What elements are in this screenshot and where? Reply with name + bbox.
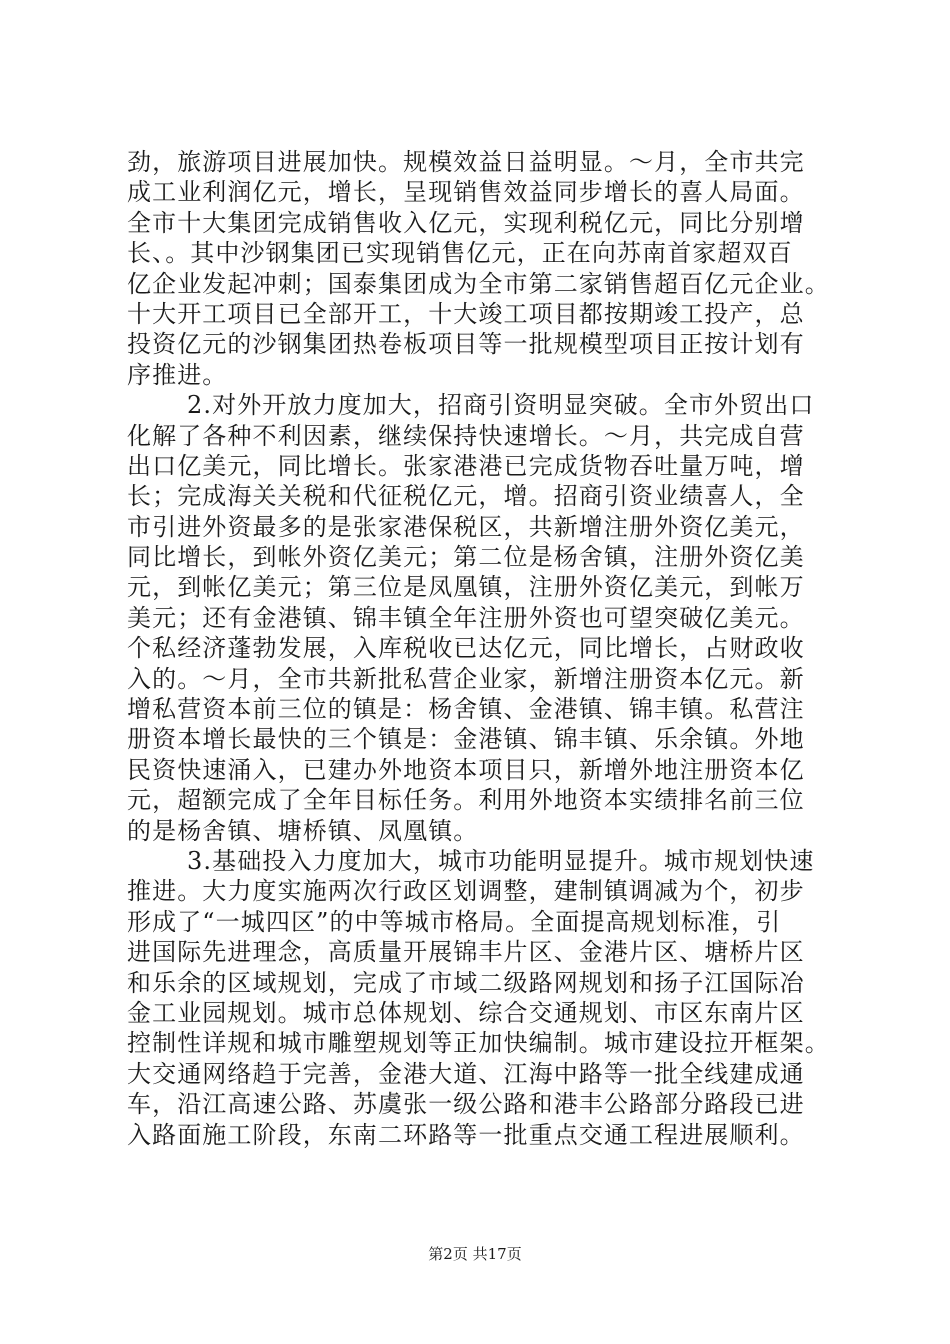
text-line: 的是杨舍镇、塘桥镇、凤凰镇。 bbox=[127, 816, 479, 845]
text-line: 长、。其中沙钢集团已实现销售亿元，正在向苏南首家超双百 bbox=[127, 239, 793, 268]
text-line: 同比增长，到帐外资亿美元；第二位是杨舍镇，注册外资亿美 bbox=[127, 543, 805, 572]
text-line: 十大开工项目已全部开工，十大竣工项目都按期竣工投产，总 bbox=[127, 299, 805, 328]
text-line: 出口亿美元，同比增长。张家港港已完成货物吞吐量万吨，增 bbox=[127, 451, 805, 480]
text-line-first: 3.基础投入力度加大，城市功能明显提升。城市规划快速 bbox=[187, 846, 815, 875]
text-line: 大交通网络趋于完善，金港大道、江海中路等一批全线建成通 bbox=[127, 1059, 805, 1088]
text-line: 进国际先进理念，高质量开展锦丰片区、金港片区、塘桥片区 bbox=[127, 938, 805, 967]
text-line: 长；完成海关关税和代征税亿元，增。招商引资业绩喜人，全 bbox=[127, 482, 805, 511]
text-line: 劲，旅游项目进展加快。规模效益日益明显。～月，全市共完 bbox=[127, 148, 805, 176]
text-line: 投资亿元的沙钢集团热卷板项目等一批规模型项目正按计划有 bbox=[127, 330, 805, 359]
text-line: 元，超额完成了全年目标任务。利用外地资本实绩排名前三位 bbox=[127, 786, 805, 815]
text-line: 元，到帐亿美元；第三位是凤凰镇，注册外资亿美元，到帐万 bbox=[127, 573, 805, 602]
page-number-footer: 第2页 共17页 bbox=[428, 1245, 522, 1263]
text-line: 册资本增长最快的三个镇是：金港镇、锦丰镇、乐余镇。外地 bbox=[127, 725, 805, 754]
text-line: 民资快速涌入，已建办外地资本项目只，新增外地注册资本亿 bbox=[127, 755, 805, 784]
text-line: 金工业园规划。城市总体规划、综合交通规划、市区东南片区 bbox=[127, 998, 805, 1027]
text-line: 推进。大力度实施两次行政区划调整，建制镇调减为个，初步 bbox=[127, 877, 805, 906]
document-body bbox=[127, 147, 842, 1150]
text-line-first: 2.对外开放力度加大，招商引资明显突破。全市外贸出口 bbox=[187, 391, 815, 420]
text-line: 入路面施工阶段，东南二环路等一批重点交通工程进展顺利。 bbox=[127, 1120, 805, 1149]
text-line: 和乐余的区域规划，完成了市域二级路网规划和扬子江国际冶 bbox=[127, 968, 805, 997]
text-line: 形成了“一城四区”的中等城市格局。全面提高规划标准，引 bbox=[127, 907, 782, 936]
paragraph-2 bbox=[127, 390, 842, 846]
text-line: 市引进外资最多的是张家港保税区，共新增注册外资亿美元， bbox=[127, 512, 805, 541]
text-line: 美元；还有金港镇、锦丰镇全年注册外资也可望突破亿美元。 bbox=[127, 603, 805, 632]
text-line: 成工业利润亿元，增长，呈现销售效益同步增长的喜人局面。 bbox=[127, 178, 805, 207]
text-line: 控制性详规和城市雕塑规划等正加快编制。城市建设拉开框架。 bbox=[127, 1029, 830, 1058]
text-line: 化解了各种不利因素，继续保持快速增长。～月，共完成自营 bbox=[127, 421, 805, 450]
paragraph-1 bbox=[127, 147, 842, 390]
text-line: 全市十大集团完成销售收入亿元，实现利税亿元，同比分别增 bbox=[127, 208, 805, 237]
text-line: 车，沿江高速公路、苏虞张一级公路和港丰公路部分路段已进 bbox=[127, 1090, 805, 1119]
paragraph-3 bbox=[127, 846, 842, 1150]
text-line: 序推进。 bbox=[127, 360, 228, 389]
text-line: 入的。～月，全市共新批私营企业家，新增注册资本亿元。新 bbox=[127, 664, 805, 693]
text-line: 增私营资本前三位的镇是：杨舍镇、金港镇、锦丰镇。私营注 bbox=[127, 695, 805, 724]
text-line: 亿企业发起冲刺；国泰集团成为全市第二家销售超百亿元企业。 bbox=[127, 269, 830, 298]
text-line: 个私经济蓬勃发展，入库税收已达亿元，同比增长，占财政收 bbox=[127, 634, 805, 663]
